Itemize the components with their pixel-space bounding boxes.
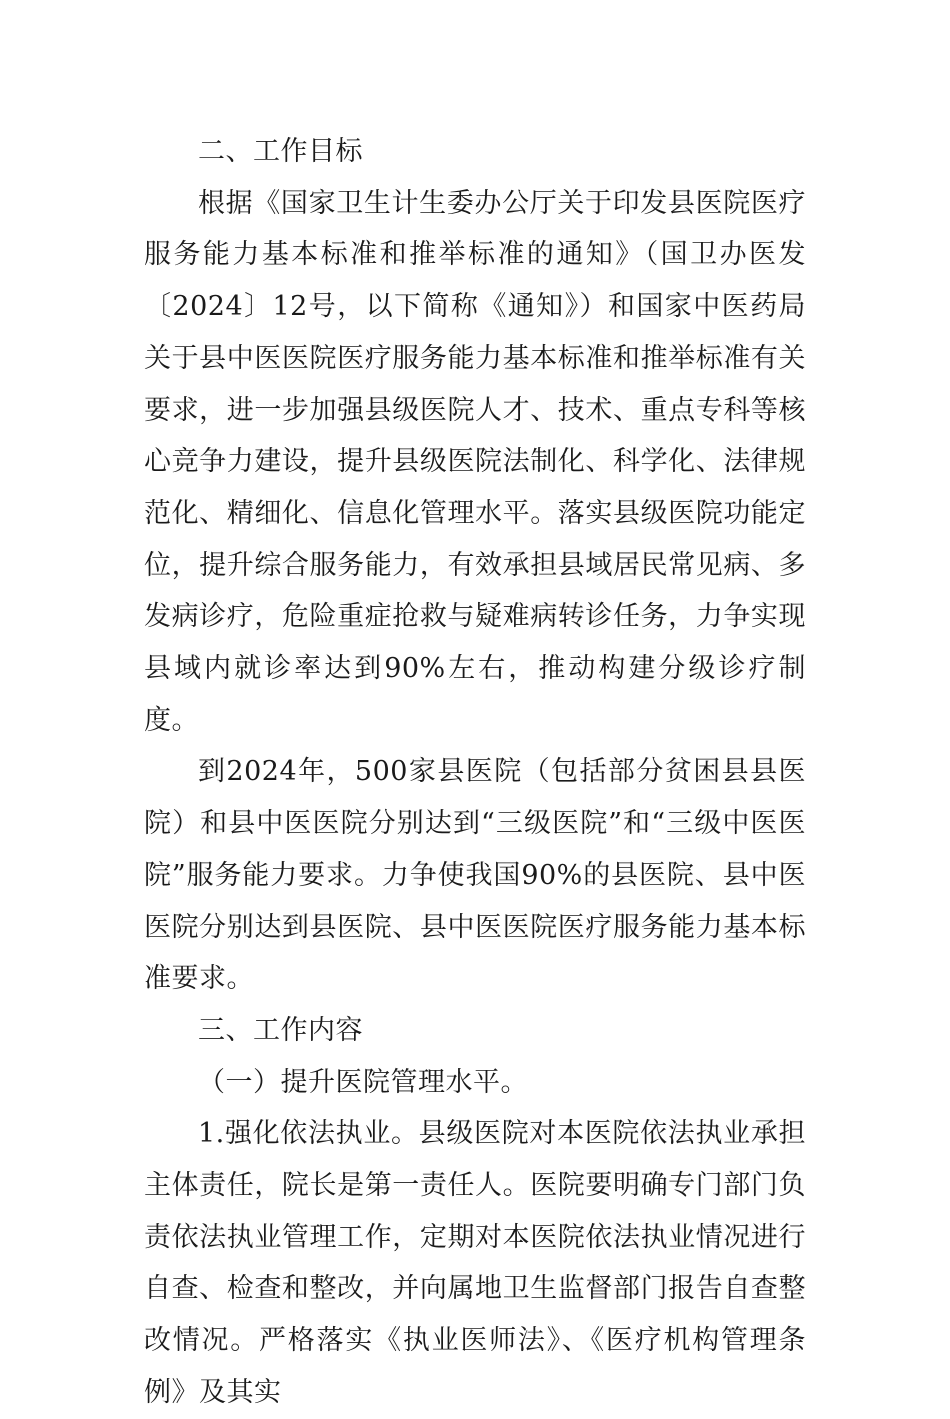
section-heading-goals: 二、工作目标 [198, 136, 363, 167]
paragraph-goals-target: 到2024年，500家县医院（包括部分贫困县县医院）和县中医医院分别达到“三级医院”和“三级中医医院”服务能力要求。力争使我国90%的县医院、县中医医院分别达到县医院、县中医医院医疗服务能力基本标准要求。 [144, 756, 806, 995]
paragraph-lawful-practice: 1.强化依法执业。县级医院对本医院依法执业承担主体责任，院长是第一责任人。医院要明确专门部门负责依法执业管理工作，定期对本医院依法执业情况进行自查、检查和整改，并向属地卫生监督部门报告自查整改情况。严格落实《执业医师法》、《医疗机构管理条例》及其实 [144, 1118, 806, 1408]
section-heading-content: 三、工作内容 [198, 1014, 363, 1046]
document-body [144, 126, 806, 1419]
paragraph-goals-basis: 根据《国家卫生计生委办公厅关于印发县医院医疗服务能力基本标准和推举标准的通知》（国卫办医发〔2024〕12号，以下简称《通知》）和国家中医药局关于县中医医院医疗服务能力基本标准和推举标准有关要求，进一步加强县级医院人才、技术、重点专科等核心竞争力建设，提升县级医院法制化、科学化、法律规范化、精细化、信息化管理水平。落实县级医院功能定位，提升综合服务能力，有效承担县域居民常见病、多发病诊疗，危险重症抢救与疑难病转诊任务，力争实现县域内就诊率达到90%左右，推动构建分级诊疗制度。 [144, 187, 806, 736]
subsection-heading-management: （一）提升医院管理水平。 [198, 1066, 528, 1098]
